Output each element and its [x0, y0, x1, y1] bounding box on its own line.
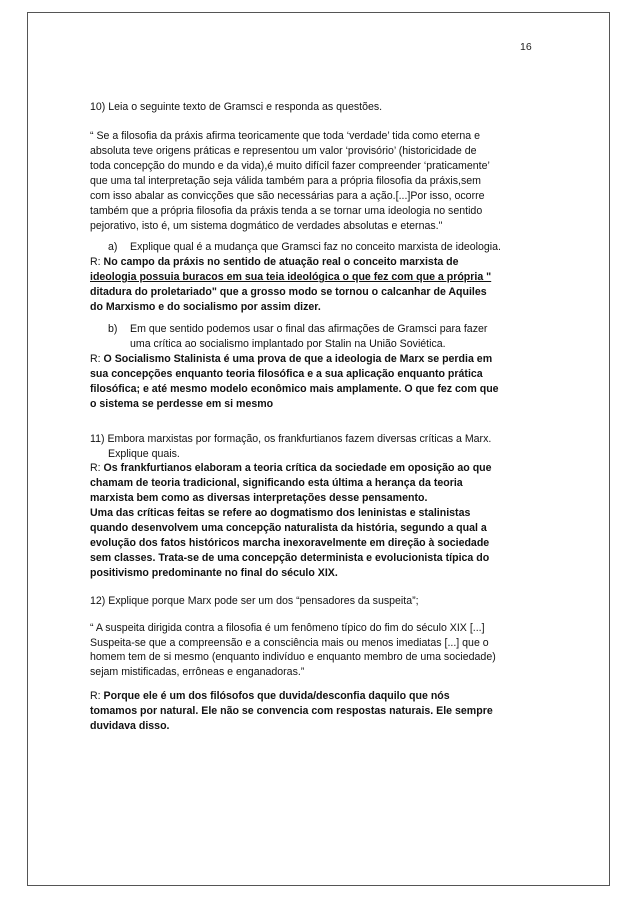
q10-quote-line: absoluta teve origens práticas e representou um valor ‘provisório’ (historicidade de: [90, 145, 477, 157]
q11-answer-line: quando desenvolvem uma concepção naturalista da história, segundo a qual a: [90, 522, 487, 534]
q11-prompt: [90, 432, 550, 462]
q10b-answer-line: O Socialismo Stalinista é uma prova de que a ideologia de Marx se perdia em: [103, 353, 493, 365]
q12-answer-line: duvidava disso.: [90, 720, 170, 732]
q10a-answer-line: ditadura do proletariado" que a grosso modo se tornou o calcanhar de Aquiles: [90, 286, 487, 298]
q10b-answer-line: sua concepções enquanto teoria filosófica e a sua aplicação enquanto prática: [90, 368, 483, 380]
answer-prefix: R:: [90, 256, 101, 268]
q12-quote-line: homem tem de si mesmo (enquanto indivíduo e enquanto membro de uma sociedade): [90, 651, 496, 663]
q12-quote: [90, 621, 550, 679]
q12-quote-line: sejam mistificadas, errôneas e enganadoras.”: [90, 665, 305, 678]
q11-answer-line: chamam de teoria tradicional, significando esta última a herança da teoria: [90, 477, 463, 489]
q10b-question: [108, 322, 558, 352]
q10-quote-line: com isso abalar as convicções que são necessárias para a ação.[...]Por isso, ocorre: [90, 190, 485, 202]
q10-quote: [90, 129, 550, 234]
q12-quote-line: “ A suspeita dirigida contra a filosofia é um fenômeno típico do fim do século XIX [...]: [90, 622, 485, 634]
q10a-answer: [90, 255, 560, 315]
q10a-answer-line: No campo da práxis no sentido de atuação real o conceito marxista de: [103, 256, 459, 268]
q11-answer-line: sem classes. Trata-se de uma concepção determinista e evolucionista típica do: [90, 552, 490, 564]
q10b-question-line: Em que sentido podemos usar o final das afirmações de Gramsci para fazer: [130, 323, 488, 335]
q11-answer: [90, 461, 560, 581]
q11-answer-line: evolução dos fatos históricos marcha inexoravelmente em direção à sociedade: [90, 537, 490, 549]
q10-quote-line: pejorativo, isto é, um sistema dogmático de verdades absolutas e eternas.": [90, 220, 443, 232]
q10a-letter: a): [108, 241, 118, 253]
q10-prompt: 10) Leia o seguinte texto de Gramsci e responda as questões.: [90, 101, 383, 113]
answer-prefix: R:: [90, 462, 101, 474]
answer-prefix: R:: [90, 353, 101, 365]
q12-answer-line: Porque ele é um dos filósofos que duvida/desconfia daquilo que nós: [103, 690, 450, 702]
q10a-question: [108, 240, 558, 255]
q10b-question-line: uma crítica ao socialismo implantado por Stalin na União Soviética.: [130, 338, 446, 350]
answer-prefix: R:: [90, 690, 101, 702]
q11-answer-line: Uma das críticas feitas se refere ao dogmatismo dos leninistas e stalinistas: [90, 507, 471, 519]
q10b-answer-line: o sistema se perdesse em si mesmo: [90, 398, 274, 410]
q10a-answer-line: do Marxismo e do socialismo por assim dizer.: [90, 301, 321, 313]
q10b-letter: b): [108, 323, 118, 335]
q12-answer-line: tomamos por natural. Ele não se convencia com respostas naturais. Ele sempre: [90, 705, 493, 717]
q12-answer: [90, 689, 560, 734]
q12-quote-line: Suspeita-se que a compreensão e a consciência mais ou menos imediatas [...] que o: [90, 636, 489, 649]
q10-quote-line: “ Se a filosofia da práxis afirma teoricamente que toda ‘verdade’ tida como eterna e: [90, 130, 481, 142]
q10b-answer-line: filosófica; e até mesmo modelo econômico mais amplamente. O que fez com que: [90, 383, 499, 395]
q10a-question-text: Explique qual é a mudança que Gramsci faz no conceito marxista de ideologia.: [130, 241, 501, 253]
q11-answer-line: Os frankfurtianos elaboram a teoria crítica da sociedade em oposição ao que: [103, 462, 492, 474]
q11-prompt-line: Explique quais.: [108, 448, 180, 460]
q10-quote-line: também que a própria filosofia da práxis tenda a se tornar uma ideologia no sentido: [90, 205, 483, 217]
q12-prompt: 12) Explique porque Marx pode ser um dos “pensadores da suspeita”;: [90, 595, 419, 607]
q11-answer-line: marxista bem como as diversas interpretações desse pensamento.: [90, 492, 428, 504]
q10-quote-line: que uma tal interpretação seja válida também para a própria filosofia da práxis,sem: [90, 175, 481, 187]
q10a-answer-line: ideologia possuia buracos em sua teia ideológica o que fez com que a própria ": [90, 271, 492, 283]
q11-answer-line: positivismo predominante no final do século XIX.: [90, 567, 338, 579]
q10-quote-line: toda concepção do mundo e da vida),é muito difícil fazer compreender ‘praticamente’: [90, 160, 490, 172]
page-number: 16: [520, 41, 532, 53]
q10b-answer: [90, 352, 560, 412]
q11-prompt-line: 11) Embora marxistas por formação, os frankfurtianos fazem diversas críticas a Marx.: [90, 433, 492, 445]
